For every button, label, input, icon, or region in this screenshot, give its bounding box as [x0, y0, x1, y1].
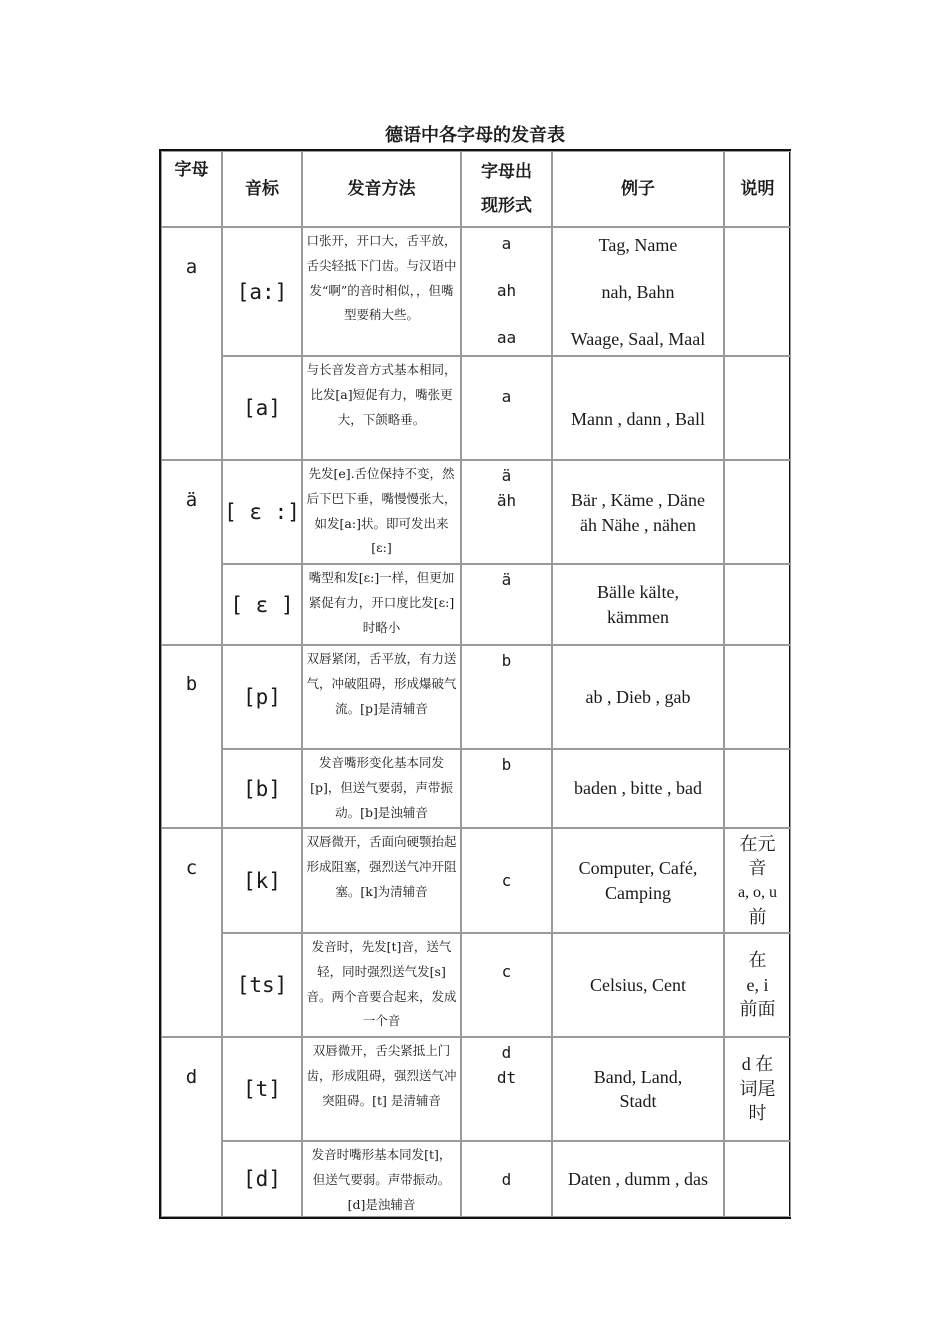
ipa-cell [222, 933, 302, 1037]
example-text: Stadt [619, 1091, 657, 1111]
ipa-cell [222, 227, 302, 356]
example-text: baden , bitte , bad [574, 778, 702, 799]
example-text: Bälle kälte, [597, 582, 679, 602]
method-cell [302, 933, 461, 1037]
form-value: b [501, 755, 512, 774]
example-text: Waage, Saal, Maal [570, 329, 706, 349]
header-note [724, 151, 791, 227]
method-text: 双唇紧闭，舌平放，有力送气，冲破阻碍，形成爆破气流。[p]是清辅音 [306, 651, 457, 716]
letter-label: ä [185, 489, 198, 511]
form-value: c [501, 871, 512, 890]
example-text: Celsius, Cent [589, 974, 686, 995]
example-text: Bär , Käme , Däne [571, 490, 705, 510]
letter-cell [161, 227, 222, 460]
form-cell [461, 460, 552, 564]
method-text: 发音时，先发[t]音，送气轻，同时强烈送气发[s]音。两个音要合起来，发成一个音 [306, 939, 457, 1029]
note-cell [724, 1141, 791, 1217]
form-cell [461, 933, 552, 1037]
header-form-line-2: 现形式 [481, 196, 532, 216]
form-value: ä [501, 570, 512, 589]
example-text: Camping [605, 882, 671, 903]
ipa-label: [t] [243, 1077, 281, 1101]
note-cell [724, 828, 791, 933]
form-value: aa [496, 328, 517, 347]
note-text: d 在 [741, 1054, 774, 1075]
method-cell [302, 460, 461, 564]
method-text: 口张开，开口大，舌平放，舌尖轻抵下门齿。与汉语中发“啊”的音时相似，，但嘴型要稍大些。 [306, 233, 457, 323]
form-value: a [501, 387, 512, 406]
header-example [552, 151, 724, 227]
note-cell [724, 933, 791, 1037]
note-text: 词尾 [739, 1078, 776, 1099]
method-text: 双唇微开，舌面向硬颚抬起形成阻塞，强烈送气冲开阻塞。[k]为清辅音 [306, 834, 457, 899]
example-cell [552, 460, 724, 564]
form-value: äh [496, 491, 517, 510]
ipa-label: [ts] [236, 973, 288, 997]
ipa-cell [222, 1141, 302, 1217]
example-cell [552, 828, 724, 933]
example-cell [552, 749, 724, 828]
header-note-label: 说明 [740, 179, 775, 199]
note-text: 在 [748, 950, 767, 971]
method-text: 发音时嘴形基本同发[t]，但送气要弱。声带振动。[d]是浊辅音 [311, 1147, 452, 1212]
form-cell [461, 749, 552, 828]
form-cell [461, 1037, 552, 1141]
ipa-label: [b] [243, 776, 281, 801]
note-text: 音 [748, 858, 767, 878]
example-cell [552, 564, 724, 645]
example-cell [552, 356, 724, 460]
note-cell [724, 460, 791, 564]
header-ipa [222, 151, 302, 227]
form-cell [461, 356, 552, 460]
method-cell [302, 645, 461, 749]
ipa-label: [ ɛ ] [230, 592, 294, 617]
header-letter [161, 151, 222, 227]
method-cell [302, 828, 461, 933]
example-text: Computer, Café, [578, 858, 698, 878]
ipa-cell [222, 1037, 302, 1141]
example-text: Band, Land, [593, 1066, 683, 1087]
header-ipa-label: 音标 [245, 179, 279, 199]
form-cell [461, 227, 552, 356]
form-value: dt [496, 1068, 517, 1087]
header-method [302, 151, 461, 227]
letter-label: b [185, 673, 198, 695]
form-value: ah [496, 281, 517, 300]
letter-cell [161, 828, 222, 1037]
letter-cell [161, 645, 222, 828]
note-text: a, o, u [737, 883, 778, 901]
note-text: 在元 [739, 833, 776, 854]
method-text: 发音嘴形变化基本同发[p]，但送气要弱，声带振动。[b]是浊辅音 [310, 755, 453, 820]
header-form-line-1: 字母出 [481, 162, 532, 182]
method-cell [302, 356, 461, 460]
ipa-label: [p] [243, 685, 281, 709]
form-value: a [501, 234, 512, 253]
method-cell [302, 1141, 461, 1217]
form-value: ä [501, 466, 512, 485]
letter-cell [161, 460, 222, 645]
note-text: 时 [748, 1103, 767, 1124]
header-method-label: 发音方法 [347, 179, 416, 199]
method-cell [302, 227, 461, 356]
ipa-label: [a] [243, 396, 281, 420]
ipa-label: [k] [243, 868, 281, 893]
form-cell [461, 828, 552, 933]
pronunciation-table [159, 149, 791, 1219]
form-value: c [501, 962, 512, 981]
ipa-cell [222, 749, 302, 828]
note-cell [724, 564, 791, 645]
header-form [461, 151, 552, 227]
page-title: 德语中各字母的发音表 [385, 125, 565, 146]
ipa-label: [d] [243, 1167, 281, 1191]
letter-label: d [185, 1066, 198, 1088]
example-cell [552, 645, 724, 749]
ipa-cell [222, 460, 302, 564]
note-cell [724, 356, 791, 460]
header-example-label: 例子 [621, 179, 655, 199]
letter-label: a [185, 256, 198, 278]
ipa-label: [a:] [236, 279, 288, 304]
ipa-cell [222, 564, 302, 645]
example-cell [552, 933, 724, 1037]
method-cell [302, 1037, 461, 1141]
note-cell [724, 1037, 791, 1141]
method-text: 双唇微开，舌尖紧抵上门齿，形成阻碍，强烈送气冲突阻碍。[t] 是清辅音 [306, 1043, 457, 1108]
ipa-label: [ ɛ :] [224, 500, 300, 524]
note-cell [724, 227, 791, 356]
ipa-cell [222, 645, 302, 749]
ipa-cell [222, 828, 302, 933]
method-cell [302, 564, 461, 645]
example-text: nah, Bahn [601, 282, 675, 302]
form-cell [461, 564, 552, 645]
form-value: d [501, 1169, 512, 1189]
note-cell [724, 749, 791, 828]
method-cell [302, 749, 461, 828]
letter-cell [161, 1037, 222, 1217]
note-cell [724, 645, 791, 749]
example-cell [552, 1037, 724, 1141]
header-letter-label: 字母 [174, 160, 209, 180]
form-value: d [501, 1043, 512, 1062]
method-text: 与长音发音方式基本相同，比发[a]短促有力，嘴张更大，下颌略垂。 [306, 362, 457, 427]
example-cell [552, 1141, 724, 1217]
note-text: 前面 [739, 999, 776, 1020]
note-text: 前 [748, 907, 767, 927]
example-text: Tag, Name [598, 235, 678, 255]
example-text: Daten , dumm , das [568, 1168, 708, 1189]
example-text: kämmen [607, 606, 669, 627]
example-text: Mann , dann , Ball [571, 408, 705, 429]
method-text: 嘴型和发[ɛ:]一样，但更加紧促有力，开口度比发[ɛ:]时略小 [308, 570, 455, 635]
example-text: ab , Dieb , gab [585, 686, 691, 707]
example-cell [552, 227, 724, 356]
example-text: äh Nähe , nähen [580, 514, 696, 535]
form-cell [461, 645, 552, 749]
letter-label: c [185, 857, 198, 879]
method-text: 先发[e].舌位保持不变，然后下巴下垂，嘴慢慢张大，如发[a:]状。即可发出来[ɛ:] [306, 466, 457, 556]
note-text: e, i [746, 974, 769, 995]
ipa-cell [222, 356, 302, 460]
form-value: b [501, 651, 512, 670]
form-cell [461, 1141, 552, 1217]
